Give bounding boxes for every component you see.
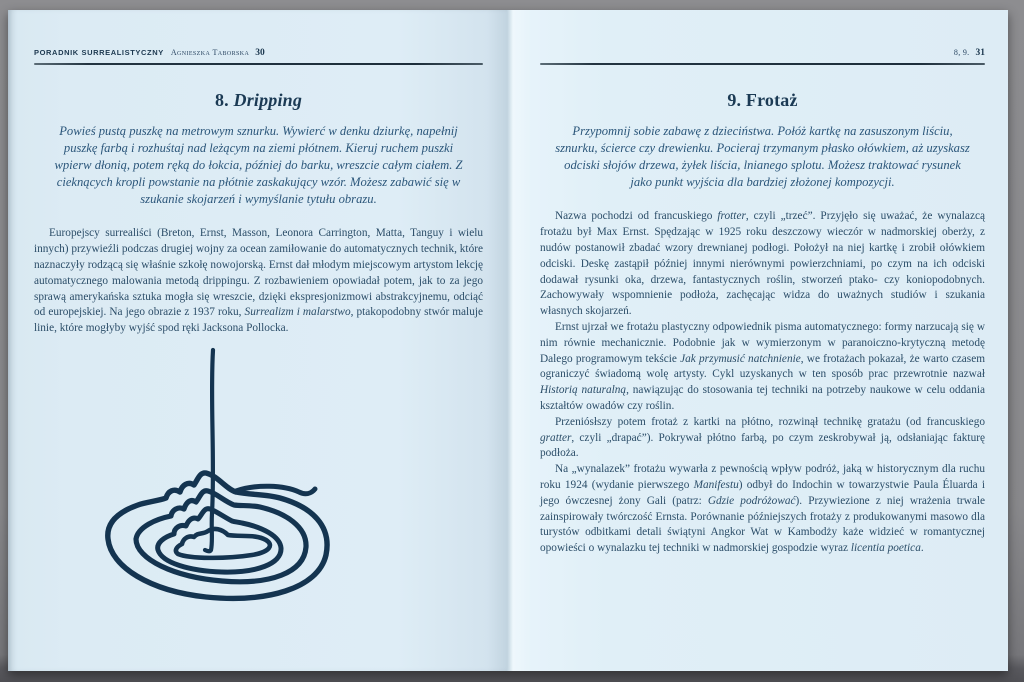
page-right [507, 10, 1008, 671]
chapter-intro-right: Przypomnij sobie zabawę z dzieciństwa. Połóż kartkę na zasuszonym liściu, sznurku, ścierce czy drewienku. Pocieraj trzymanym płasko ołówkiem, aż uzyskasz odciski słojów drzewa, żyłek liścia, lnianego splotu. Możesz traktować rysunek jako punkt wyjścia dla bardziej złożonej kompozycji. [555, 124, 970, 190]
chapter-title: Frotaż [745, 90, 798, 110]
header-rule-left [34, 63, 483, 65]
spiral-center-dish [176, 529, 270, 558]
header-rule-right [540, 63, 985, 65]
body-text-right [540, 209, 985, 557]
chapter-title: Dripping [233, 90, 303, 110]
body-text-left [34, 226, 483, 337]
body-paragraph: Przeniósłszy potem frotaż z kartki na płótno, rozwinął technikę gratażu (od francuskiego gratter, czyli „drapać”). Pokrywał płótno farbą, po czym zeskrobywał ją, odsłaniając fakturę podłoża. [540, 415, 985, 460]
body-paragraph: Ernst ujrzał we frotażu plastyczny odpowiednik pisma automatycznego: formy narzucają się w nim równie mechanicznie. Podobnie jak w wymierzonym w paranoiczno-krytyczną metodę Dalego programowym tekście Jak przymusić natchnienie, we frotażach pokazał, że warto czasem ograniczyć świadomą wolę artysty. Cykl uzyskanych w ten sposób prac przewrotnie nazwał Historią naturalną, nawiązując do stosowania tej techniki na potrzeby naukowe w celu oddania kształtów owadów czy roślin. [540, 320, 985, 412]
page-left [8, 10, 507, 671]
paint-string-line [205, 350, 213, 551]
body-paragraph: Na „wynalazek” frotażu wywarła z pewnością wpływ podróż, jaką w historycznym dla ruchu roku 1924 (wydanie pierwszego Manifestu) odbył do Indochin w towarzystwie Paula Éluarda i jego ówczesnej żony Gali (patrz: Gdzie podróżować). Przywiezione z niej wrażenia trwale zainspirowały twórczość Ernsta. Porównanie późniejszych frotaży z produkowanymi masowo dla turystów odbitkami detali świątyni Angkor Wat w Kambodży każe widzieć w romantycznej opowieści o wynalazku tej techniki w nadmorskiej gospodzie wyraz licentia poetica. [540, 463, 986, 555]
page-header-right [540, 48, 985, 58]
chapter-number: 9. [727, 90, 742, 110]
page-number-left: 30 [255, 48, 265, 58]
series-title: PORADNIK SURREALISTYCZNY [34, 48, 164, 57]
chapter-range: 8, 9. [953, 48, 970, 57]
dripping-spiral-illustration [86, 345, 426, 645]
chapter-number: 8. [214, 90, 229, 110]
page-number-right: 31 [975, 48, 985, 58]
chapter-heading-right [540, 90, 985, 111]
book-spread [8, 10, 1008, 671]
chapter-intro-left: Powieś pustą puszkę na metrowym sznurku. Wywierć w denku dziurkę, napełnij puszkę farbą i rozhuśtaj nad leżącym na ziemi płótnem. Kieruj ruchem puszki wpierw dłonią, potem ręką do łokcia, później do barku, wreszcie całym ciałem. Z cieknących kropli powstanie na płótnie zaskakujący wzór. Możesz zabawić się w szukanie skojarzeń i wymyślanie tytułu obrazu. [54, 124, 463, 207]
author-name: Agnieszka Taborska [170, 48, 250, 57]
body-paragraph: Europejscy surrealiści (Breton, Ernst, Masson, Leonora Carrington, Matta, Tanguy i wielu innych) przywieźli podczas drugiej wojny za ocean zamiłowanie do automatycznych technik, które naznaczyły rodzącą się właśnie szkołę nowojorską. Ernst dał młodym miejscowym artystom lekcję automatycznego malowania metodą drippingu. Z rozbawieniem opowiadał potem, jak to za jego sprawą amerykańska sztuka mogła się wreszcie, dzięki ekspresjonizmowi abstrakcyjnemu, odciąć od europejskiej. Na jego obrazie z 1937 roku, Surrealizm i malarstwo, ptakopodobny stwór maluje linie, które mogłyby wyjść spod ręki Jacksona Pollocka. [34, 227, 483, 335]
chapter-heading-left [34, 90, 483, 111]
page-header-left [34, 48, 483, 58]
body-paragraph: Nazwa pochodzi od francuskiego frotter, czyli „trzeć”. Przyjęło się uważać, że wynalazcą frotażu był Max Ernst. Spędzając w 1925 roku deszczowy wieczór w nadmorskiej oberży, z nudów postanowił zbadać wzory drewnianej podłogi. Położył na niej kartkę i zrobił ołówkiem odciski. Deskę zastąpił później innymi nierównymi powierzchniami, po czym na ich odciski dodawał rysunki oka, drzewa, fantastycznych roślin, stworzeń ptako- czy koniopodobnych. Zachowywały wspomnienie podłoża, zachęcając widza do uważnych studiów i szukania własnych skojarzeń. [540, 210, 985, 318]
spiral-ring-middle [136, 491, 306, 582]
